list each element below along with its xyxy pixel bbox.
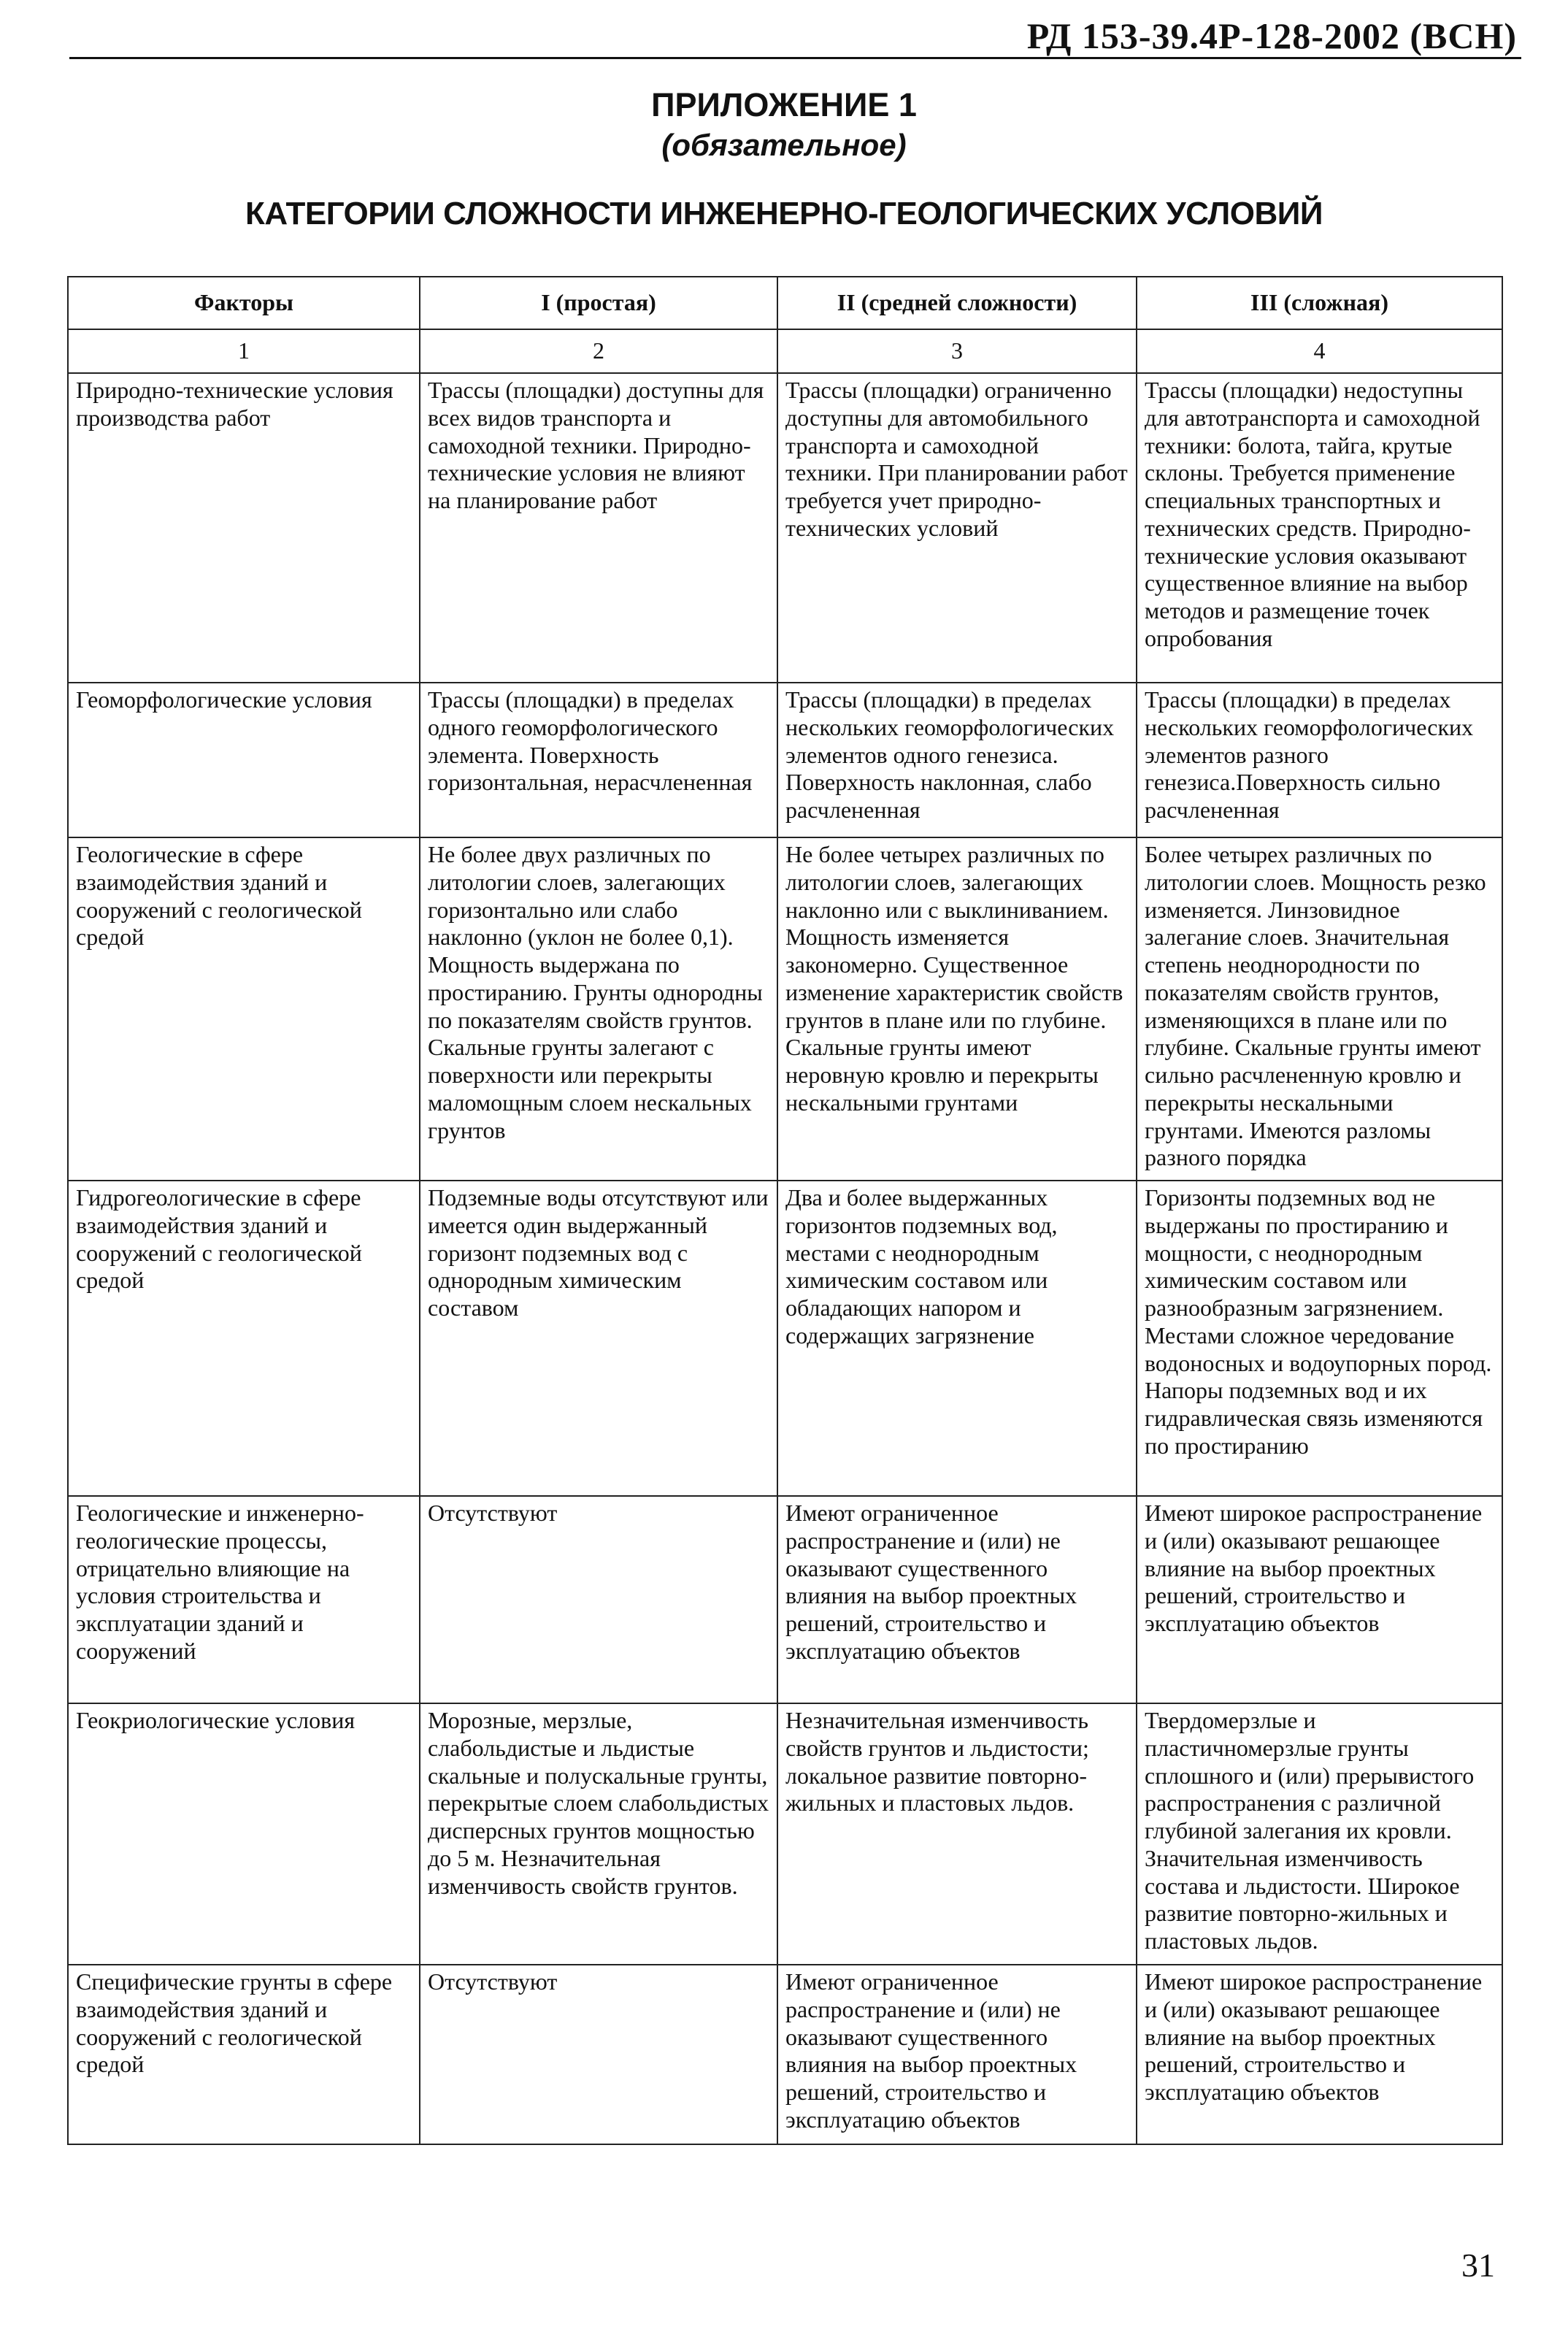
table-row <box>68 1703 1502 1965</box>
factor-cell: Гидрогеологические в сфере взаимодействия зданий и сооружений с геологической средой <box>68 1181 420 1496</box>
medium-cell: Трассы (площадки) ограниченно доступны для автомобильного транспорта и самоходной техники. При планировании работ требуется учет природно-технических условий <box>777 373 1137 683</box>
medium-cell: Имеют ограниченное распространение и (или) не оказывают существенного влияния на выбор проектных решений, строительство и эксплуатацию объектов <box>777 1496 1137 1703</box>
medium-cell: Трассы (площадки) в пределах нескольких геоморфологических элементов одного генезиса. Поверхность наклонная, слабо расчлененная <box>777 683 1137 837</box>
table-row <box>68 373 1502 683</box>
table-row <box>68 1181 1502 1496</box>
simple-cell: Морозные, мерзлые, слабольдистые и льдистые скальные и полускальные грунты, перекрытые слоем слабольдистых дисперсных грунтов мощностью до 5 м. Незначительная изменчивость свойств грунтов. <box>420 1703 777 1965</box>
factor-cell: Природно-технические условия производства работ <box>68 373 420 683</box>
appendix-label: ПРИЛОЖЕНИЕ 1 <box>651 86 917 123</box>
factor-cell: Геологические в сфере взаимодействия зданий и сооружений с геологической средой <box>68 837 420 1181</box>
table-row <box>68 837 1502 1181</box>
factor-cell: Специфические грунты в сфере взаимодействия зданий и сооружений с геологической средой <box>68 1965 420 2144</box>
simple-cell: Отсутствуют <box>420 1965 777 2144</box>
complex-cell: Горизонты подземных вод не выдержаны по простиранию и мощности, с неоднородным химическим составом или разнообразным загрязнением. Местами сложное чередование водоносных и водоупорных пород. Напоры подземных вод и их гидравлическая связь изменяются по простиранию <box>1137 1181 1502 1496</box>
column-number: 3 <box>777 329 1137 373</box>
complex-cell: Имеют широкое распространение и (или) оказывают решающее влияние на выбор проектных решений, строительство и эксплуатацию объектов <box>1137 1496 1502 1703</box>
medium-cell: Два и более выдержанных горизонтов подземных вод, местами с неоднородным химическим составом или обладающих напором и содержащих загрязнение <box>777 1181 1137 1496</box>
table-row <box>68 683 1502 837</box>
complexity-table <box>67 276 1503 2145</box>
simple-cell: Подземные воды отсутствуют или имеется один выдержанный горизонт подземных вод с однородным химическим составом <box>420 1181 777 1496</box>
appendix-note: (обязательное) <box>661 128 907 162</box>
header-medium: II (средней сложности) <box>777 277 1137 329</box>
simple-cell: Отсутствуют <box>420 1496 777 1703</box>
header-complex: III (сложная) <box>1137 277 1502 329</box>
complex-cell: Имеют широкое распространение и (или) оказывают решающее влияние на выбор проектных решений, строительство и эксплуатацию объектов <box>1137 1965 1502 2144</box>
medium-cell: Незначительная изменчивость свойств грунтов и льдистости; локальное развитие повторно-жильных и пластовых льдов. <box>777 1703 1137 1965</box>
column-number: 2 <box>420 329 777 373</box>
header-rule <box>69 57 1521 59</box>
medium-cell: Не более четырех различных по литологии слоев, залегающих наклонно или с выклиниванием. Мощность изменяется закономерно. Существенное изменение характеристик свойств грунтов в плане или по глубине. Скальные грунты имеют неровную кровлю и перекрыты нескальными грунтами <box>777 837 1137 1181</box>
table-row <box>68 1965 1502 2144</box>
table-row <box>68 1496 1502 1703</box>
complex-cell: Трассы (площадки) в пределах нескольких геоморфологических элементов разного генезиса.Поверхность сильно расчлененная <box>1137 683 1502 837</box>
column-number: 1 <box>68 329 420 373</box>
column-number: 4 <box>1137 329 1502 373</box>
complex-cell: Более четырех различных по литологии слоев. Мощность резко изменяется. Линзовидное залегание слоев. Значительная степень неоднородности по показателям свойств грунтов, изменяющихся в плане или по глубине. Скальные грунты имеют сильно расчлененную кровлю и перекрыты нескальными грунтами. Имеются разломы разного порядка <box>1137 837 1502 1181</box>
header-simple: I (простая) <box>420 277 777 329</box>
page-title: КАТЕГОРИИ СЛОЖНОСТИ ИНЖЕНЕРНО-ГЕОЛОГИЧЕСКИХ УСЛОВИЙ <box>245 196 1323 231</box>
table-header-row <box>68 277 1502 329</box>
medium-cell: Имеют ограниченное распространение и (или) не оказывают существенного влияния на выбор проектных решений, строительство и эксплуатацию объектов <box>777 1965 1137 2144</box>
simple-cell: Трассы (площадки) доступны для всех видов транспорта и самоходной техники. Природно-технические условия не влияют на планирование работ <box>420 373 777 683</box>
complex-cell: Твердомерзлые и пластичномерзлые грунты сплошного и (или) прерывистого распространения с различной глубиной залегания их кровли. Значительная изменчивость состава и льдистости. Широкое развитие повторно-жильных и пластовых льдов. <box>1137 1703 1502 1965</box>
simple-cell: Трассы (площадки) в пределах одного геоморфологического элемента. Поверхность горизонтальная, нерасчлененная <box>420 683 777 837</box>
factor-cell: Геоморфологические условия <box>68 683 420 837</box>
header-factors: Факторы <box>68 277 420 329</box>
complex-cell: Трассы (площадки) недоступны для автотранспорта и самоходной техники: болота, тайга, крутые склоны. Требуется применение специальных транспортных и технических средств. Природно-технические условия оказывают существенное влияние на выбор методов и размещение точек опробования <box>1137 373 1502 683</box>
factor-cell: Геокриологические условия <box>68 1703 420 1965</box>
simple-cell: Не более двух различных по литологии слоев, залегающих горизонтально или слабо наклонно (уклон не более 0,1). Мощность выдержана по простиранию. Грунты однородны по показателям свойств грунтов. Скальные грунты залегают с поверхности или перекрыты маломощным слоем нескальных грунтов <box>420 837 777 1181</box>
document-code: РД 153-39.4Р-128-2002 (ВСН) <box>1026 15 1517 56</box>
factor-cell: Геологические и инженерно-геологические процессы, отрицательно влияющие на условия строительства и эксплуатации зданий и сооружений <box>68 1496 420 1703</box>
table-number-row <box>68 329 1502 373</box>
page-number: 31 <box>1461 2247 1495 2284</box>
